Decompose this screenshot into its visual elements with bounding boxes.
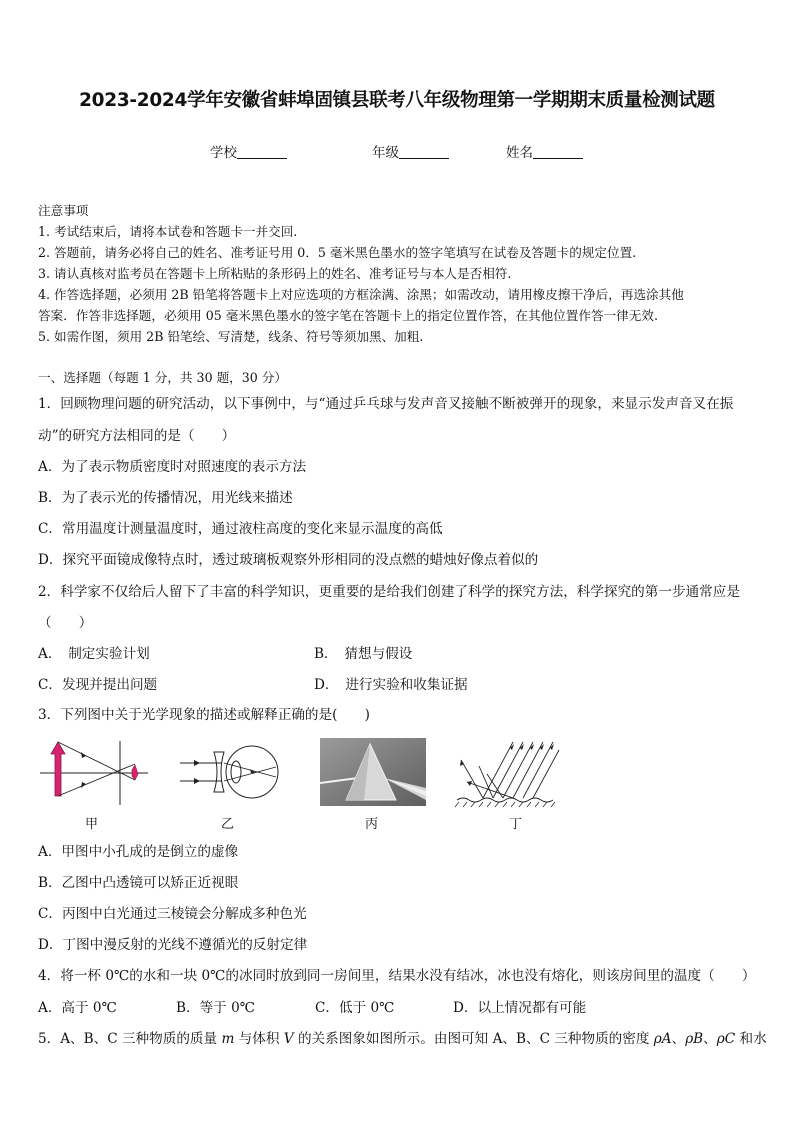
q5-rho-a: ρA <box>653 1031 672 1047</box>
q5-volume-symbol: V <box>283 1031 294 1047</box>
q5-text-3: 的关系图象如图所示。由图可知 A、B、C 三种物质的密度 <box>297 1031 650 1047</box>
q5-sep: 、 <box>671 1031 686 1047</box>
grade-field[interactable] <box>372 141 449 161</box>
school-label: 学校 <box>210 145 237 161</box>
eye-lens-figure <box>178 738 284 808</box>
q2-stem-cont: （ ） <box>38 615 93 631</box>
notice-item: 5. 如需作图，须用 2B 铅笔绘、写清楚，线条、符号等须加黑、加粗. <box>38 329 424 344</box>
q2-option-b: B． 猜想与假设 <box>314 646 413 662</box>
q1-option-a: A．为了表示物质密度时对照速度的表示方法 <box>38 459 307 475</box>
notice-item: 答案．作答非选择题，必须用 05 毫米黑色墨水的签字笔在答题卡上的指定位置作答，在其他位置作答一律无效. <box>38 308 658 323</box>
notice-heading: 注意事项 <box>38 203 89 218</box>
grade-label: 年级 <box>372 145 399 161</box>
q3-option-b: B．乙图中凸透镜可以矫正近视眼 <box>38 875 239 891</box>
section-heading: 一、选择题（每题 1 分，共 30 题，30 分） <box>38 370 287 385</box>
q2-stem: 2．科学家不仅给后人留下了丰富的科学知识，更重要的是给我们创建了科学的探究方法，科学探究的第一步通常应是 <box>38 584 740 600</box>
page-title: 2023-2024学年安徽省蚌埠固镇县联考八年级物理第一学期期末质量检测试题 <box>79 90 715 111</box>
q1-option-c: C．常用温度计测量温度时，通过液柱高度的变化来显示温度的高低 <box>38 521 443 537</box>
q2-option-a: A． 制定实验计划 <box>38 646 150 662</box>
q5-text-2: 与体积 <box>238 1031 280 1047</box>
figure-label-yi: 乙 <box>221 817 235 832</box>
name-label: 姓名 <box>506 145 533 161</box>
figure-label-ding: 丁 <box>509 817 523 832</box>
diffuse-reflection-figure <box>453 738 561 808</box>
q2-option-c: C．发现并提出问题 <box>38 677 158 693</box>
q4-stem: 4．将一杯 0℃的水和一块 0℃的冰同时放到同一房间里，结果水没有结冰，冰也没有熔化，则该房间里的温度（ ） <box>38 968 756 984</box>
q5-mass-symbol: m <box>221 1031 235 1047</box>
q3-option-c: C．丙图中白光通过三棱镜会分解成多种色光 <box>38 906 307 922</box>
name-blank[interactable] <box>533 145 583 159</box>
figure-label-jia: 甲 <box>85 817 99 832</box>
q4-option-a: A．高于 0℃ <box>38 1000 117 1016</box>
q2-option-d: D． 进行实验和收集证据 <box>314 677 468 693</box>
notice-item: 1. 考试结束后，请将本试卷和答题卡一并交回. <box>38 224 298 239</box>
q1-stem: 1．回顾物理问题的研究活动，以下事例中，与“通过乒乓球与发声音叉接触不断被弹开的现象，来显示发声音叉在振 <box>38 396 734 412</box>
q5-text-4: 和水 <box>739 1031 767 1047</box>
school-field[interactable] <box>210 141 287 161</box>
q5-rho-c: ρC <box>716 1031 736 1047</box>
prism-figure <box>320 738 426 806</box>
q4-option-d: D．以上情况都有可能 <box>453 1000 587 1016</box>
q4-option-b: B．等于 0℃ <box>176 1000 255 1016</box>
q1-option-d: D．探究平面镜成像特点时，透过玻璃板观察外形相同的没点燃的蜡烛好像点着似的 <box>38 552 539 568</box>
q3-stem: 3．下列图中关于光学现象的描述或解释正确的是( ) <box>38 707 370 723</box>
notice-item: 3. 请认真核对监考员在答题卡上所粘贴的条形码上的姓名、准考证号与本人是否相符. <box>38 266 512 281</box>
q4-option-c: C．低于 0℃ <box>315 1000 395 1016</box>
figure-label-bing: 丙 <box>365 817 379 832</box>
q5-sep: 、 <box>703 1031 717 1047</box>
q1-option-b: B．为了表示光的传播情况，用光线来描述 <box>38 490 293 506</box>
name-field[interactable] <box>506 141 583 161</box>
q5-stem <box>38 1030 767 1048</box>
q1-stem-cont: 动”的研究方法相同的是（ ） <box>38 428 236 444</box>
q5-text-1: 5．A、B、C 三种物质的质量 <box>38 1031 218 1047</box>
pinhole-figure <box>38 738 150 808</box>
q5-rho-b: ρB <box>685 1031 704 1047</box>
grade-blank[interactable] <box>399 145 449 159</box>
q3-option-a: A．甲图中小孔成的是倒立的虚像 <box>38 844 239 860</box>
school-blank[interactable] <box>237 145 287 159</box>
q3-option-d: D．丁图中漫反射的光线不遵循光的反射定律 <box>38 937 308 953</box>
notice-item: 2. 答题前，请务必将自己的姓名、准考证号用 0．5 毫米黑色墨水的签字笔填写在试卷及答题卡的规定位置. <box>38 245 637 260</box>
notice-item: 4. 作答选择题，必须用 2B 铅笔将答题卡上对应选项的方框涂满、涂黑；如需改动，请用橡皮擦干净后，再选涂其他 <box>38 287 684 302</box>
